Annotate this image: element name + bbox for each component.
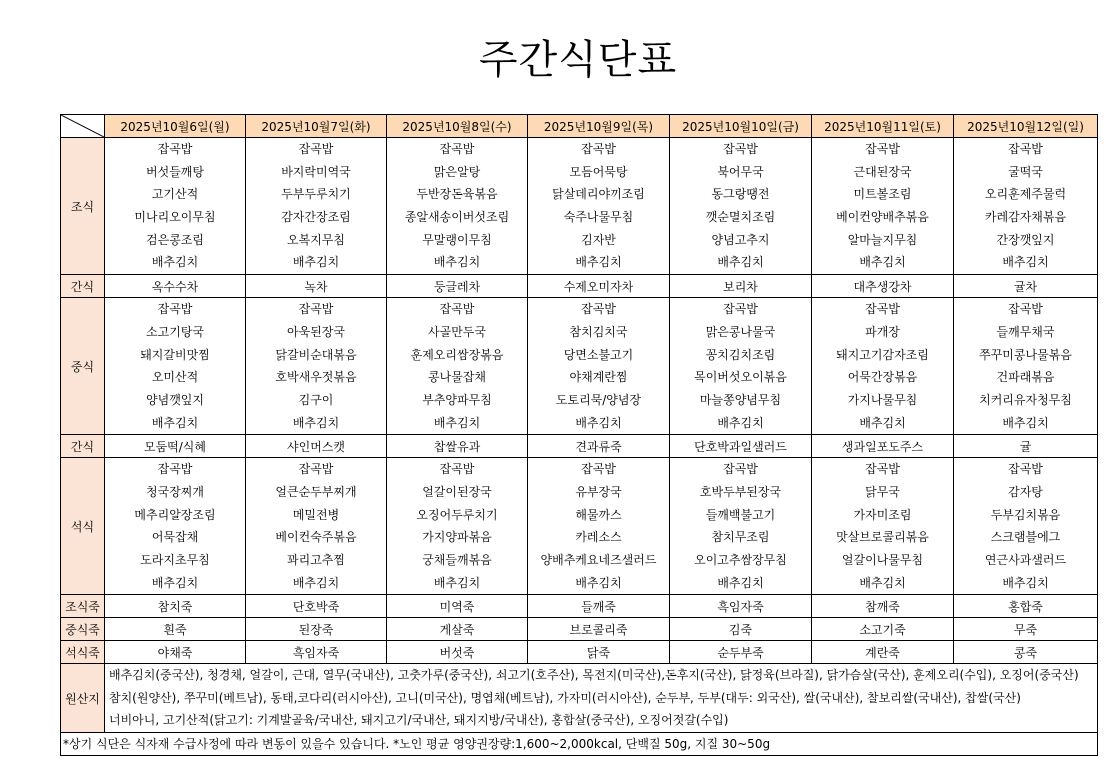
weekly-menu-table: [60, 114, 1098, 756]
menu-item: 잡곡밥: [581, 302, 616, 317]
menu-cell: 단호박죽: [246, 595, 387, 618]
menu-item: 메추리알장조림: [134, 507, 216, 522]
menu-item: 미트볼조림: [853, 187, 912, 202]
menu-cell: [812, 458, 954, 595]
meal-label: 석식죽: [61, 641, 105, 664]
menu-cell: [387, 458, 528, 595]
menu-item: 버섯들깨탕: [146, 164, 204, 179]
meal-row: [61, 641, 1098, 664]
menu-cell: 콩죽: [954, 641, 1098, 664]
menu-cell: [387, 138, 528, 275]
date-header: 2025년10월6일(월): [105, 115, 246, 138]
meal-label: 석식: [61, 458, 105, 595]
menu-cell: [246, 458, 387, 595]
menu-cell: 브로콜리죽: [528, 618, 670, 641]
menu-item: 카레감자채볶음: [984, 210, 1067, 225]
menu-cell: [670, 138, 812, 275]
menu-cell: [812, 138, 954, 275]
menu-item: 배추김치: [859, 255, 906, 270]
menu-item: 당면소불고기: [563, 347, 634, 362]
menu-item: 고기산적: [151, 187, 199, 202]
menu-cell: [105, 138, 246, 275]
menu-item: 배추김치: [575, 255, 622, 270]
menu-item: 알마늘지무침: [847, 232, 918, 247]
menu-item: 잡곡밥: [298, 302, 334, 317]
menu-item: 배추김치: [717, 415, 764, 430]
menu-item: 배추김치: [292, 255, 340, 270]
menu-cell: 보리차: [670, 275, 812, 298]
menu-cell: 대추생강차: [812, 275, 954, 298]
menu-item: 오이고추쌈장무침: [694, 553, 787, 567]
menu-item: 아욱된장국: [287, 324, 345, 339]
menu-item: 카레소스: [575, 530, 622, 545]
date-header-row: [61, 115, 1098, 138]
origin-line: 너비아니, 고기산적(닭고기: 기계발골육/국내산, 돼지고기/국내산, 돼지지방/국내산), 홍합살(중국산), 오징어젓갈(수입): [109, 713, 729, 728]
menu-item: 북어무국: [717, 164, 764, 179]
meal-row: [61, 275, 1098, 298]
menu-item: 참치김치국: [569, 324, 628, 339]
menu-item: 양배추케요네즈샐러드: [540, 553, 657, 567]
menu-item: 닭무국: [865, 484, 900, 499]
menu-cell: [528, 298, 670, 435]
menu-cell: 참치죽: [105, 595, 246, 618]
origin-notes: [105, 664, 1098, 733]
menu-item: 양념깻잎지: [146, 392, 204, 407]
menu-cell: 귤: [954, 435, 1098, 458]
menu-cell: 생과일포도주스: [812, 435, 954, 458]
menu-item: 가지나물무침: [847, 392, 918, 407]
menu-item: 가지양파볶음: [422, 530, 492, 545]
date-header: 2025년10월9일(목): [528, 115, 670, 138]
menu-item: 연근사과샐러드: [984, 553, 1067, 567]
menu-item: 배추김치: [292, 575, 340, 590]
menu-item: 얼큰순두부찌개: [275, 484, 357, 499]
menu-item: 해물까스: [575, 507, 622, 522]
menu-cell: 무죽: [954, 618, 1098, 641]
menu-item: 콩나물잡채: [428, 370, 486, 385]
menu-cell: 견과류죽: [528, 435, 670, 458]
menu-cell: [812, 298, 954, 435]
menu-item: 들깨무채국: [996, 324, 1055, 339]
date-header: 2025년10월10일(금): [670, 115, 812, 138]
menu-item: 무말랭이무침: [422, 232, 492, 247]
menu-item: 잡곡밥: [298, 142, 334, 156]
meal-label: 간식: [61, 275, 105, 298]
menu-item: 돼지고기감자조림: [836, 347, 929, 362]
menu-item: 닭살데리야끼조림: [552, 187, 645, 202]
menu-cell: [528, 458, 670, 595]
menu-item: 종알새송이버섯조림: [404, 210, 510, 225]
meal-row: [61, 138, 1098, 275]
menu-item: 잡곡밥: [723, 462, 758, 477]
menu-cell: 흑임자죽: [670, 595, 812, 618]
menu-item: 닭갈비순대볶음: [275, 347, 357, 362]
menu-cell: 둥글레차: [387, 275, 528, 298]
menu-item: 파개장: [865, 324, 900, 339]
date-header: 2025년10월11일(토): [812, 115, 954, 138]
menu-item: 감자간장조림: [281, 210, 351, 225]
menu-item: 배추김치: [1002, 415, 1049, 430]
menu-item: 베이컨양배추볶음: [836, 210, 929, 225]
menu-item: 치커리유자청무침: [979, 392, 1072, 407]
menu-item: 모듬어묵탕: [569, 164, 628, 179]
menu-item: 잡곡밥: [298, 462, 334, 477]
menu-cell: [954, 298, 1098, 435]
meal-row: [61, 458, 1098, 595]
menu-item: 양념고추지: [711, 232, 770, 247]
origin-row: [61, 664, 1098, 733]
menu-cell: 소고기죽: [812, 618, 954, 641]
meal-row: [61, 595, 1098, 618]
menu-item: 쭈꾸미콩나물볶음: [979, 347, 1072, 362]
menu-item: 꽁치김치조림: [705, 347, 776, 362]
menu-cell: 흰죽: [105, 618, 246, 641]
menu-item: 잡곡밥: [157, 302, 193, 317]
menu-item: 가자미조림: [853, 507, 912, 522]
menu-item: 잡곡밥: [865, 142, 900, 156]
menu-item: 배추김치: [859, 575, 906, 590]
footer-row: [61, 732, 1098, 755]
menu-cell: [954, 458, 1098, 595]
menu-item: 얼갈이된장국: [422, 484, 492, 499]
menu-item: 간장깻잎지: [996, 232, 1055, 247]
menu-item: 미나리오이무침: [134, 210, 216, 225]
menu-item: 배추김치: [859, 415, 906, 430]
menu-cell: 옥수수차: [105, 275, 246, 298]
menu-cell: 된장죽: [246, 618, 387, 641]
origin-label: 원산지: [61, 664, 105, 733]
menu-item: 잡곡밥: [1008, 302, 1043, 317]
menu-item: 사골만두국: [428, 324, 486, 339]
menu-item: 배추김치: [717, 255, 764, 270]
menu-item: 배추김치: [433, 575, 481, 590]
menu-item: 잡곡밥: [439, 142, 475, 156]
menu-item: 두부두루치기: [281, 187, 351, 202]
footer-note: *상기 식단은 식자재 수급사정에 따라 변동이 있을수 있습니다. *노인 평균 영양권장량:1,600~2,000kcal, 단백질 50g, 지질 30~50g: [61, 732, 1098, 755]
menu-item: 베이컨숙주볶음: [275, 530, 357, 545]
menu-item: 배추김치: [151, 575, 199, 590]
menu-item: 배추김치: [433, 415, 481, 430]
menu-item: 굴떡국: [1008, 164, 1043, 179]
menu-cell: 수제오미자차: [528, 275, 670, 298]
meal-label: 간식: [61, 435, 105, 458]
menu-cell: 흑임자죽: [246, 641, 387, 664]
menu-item: 배추김치: [292, 415, 340, 430]
menu-item: 스크램블에그: [990, 530, 1061, 545]
menu-item: 돼지갈비맛찜: [140, 347, 210, 362]
menu-item: 야채계란찜: [569, 370, 628, 385]
menu-item: 잡곡밥: [157, 142, 193, 156]
menu-item: 감자탕: [1008, 484, 1043, 499]
menu-item: 검은콩조림: [146, 232, 204, 247]
menu-cell: [246, 138, 387, 275]
menu-item: 어묵잡채: [151, 530, 199, 545]
menu-cell: 찹쌀유과: [387, 435, 528, 458]
menu-item: 얼갈이나물무침: [841, 553, 924, 567]
menu-item: 궁채들깨볶음: [422, 553, 492, 567]
menu-item: 청국장찌개: [146, 484, 204, 499]
menu-item: 깻순멸치조림: [705, 210, 776, 225]
menu-item: 꽈리고추찜: [287, 553, 345, 567]
date-header: 2025년10월8일(수): [387, 115, 528, 138]
menu-item: 어묵간장볶음: [847, 370, 918, 385]
menu-item: 잡곡밥: [581, 462, 616, 477]
menu-item: 잡곡밥: [439, 302, 475, 317]
menu-item: 호박새우젓볶음: [275, 370, 357, 385]
menu-cell: [670, 298, 812, 435]
menu-item: 두반장돈육볶음: [416, 187, 498, 202]
meal-label: 중식죽: [61, 618, 105, 641]
menu-item: 숙주나물무침: [563, 210, 634, 225]
meal-row: [61, 298, 1098, 435]
menu-item: 배추김치: [151, 415, 199, 430]
date-header: 2025년10월12일(일): [954, 115, 1098, 138]
menu-item: 잡곡밥: [1008, 462, 1043, 477]
menu-item: 마늘쫑양념무침: [699, 392, 782, 407]
menu-cell: [954, 138, 1098, 275]
origin-line: 참치(원양산), 쭈꾸미(베트남), 동태,코다리(러시아산), 고니(미국산), 명엽채(베트남), 가자미(러시아산), 순두부, 두부(대두: 외국산), 쌀(국내산), 찰보리쌀(국내산), 찹쌀(국산): [109, 690, 1021, 705]
menu-item: 배추김치: [151, 255, 199, 270]
menu-cell: [670, 458, 812, 595]
menu-item: 오미산적: [151, 370, 199, 385]
menu-item: 소고기탕국: [146, 324, 204, 339]
menu-item: 잡곡밥: [723, 142, 758, 156]
menu-item: 오리훈제주물럭: [984, 187, 1067, 202]
date-header: 2025년10월7일(화): [246, 115, 387, 138]
menu-item: 배추김치: [575, 415, 622, 430]
meal-row: [61, 618, 1098, 641]
menu-item: 배추김치: [1002, 575, 1049, 590]
menu-item: 참치무조림: [711, 530, 770, 545]
menu-item: 맑은알탕: [433, 164, 481, 179]
menu-cell: 닭죽: [528, 641, 670, 664]
menu-item: 김구이: [298, 392, 334, 407]
menu-cell: [387, 298, 528, 435]
menu-cell: 계란죽: [812, 641, 954, 664]
menu-item: 잡곡밥: [865, 462, 900, 477]
diagonal-line-icon: [61, 115, 104, 137]
menu-item: 배추김치: [1002, 255, 1049, 270]
menu-item: 잡곡밥: [439, 462, 475, 477]
meal-row: [61, 435, 1098, 458]
menu-item: 잡곡밥: [865, 302, 900, 317]
menu-cell: [246, 298, 387, 435]
menu-item: 바지락미역국: [281, 164, 351, 179]
menu-item: 들깨백불고기: [705, 507, 776, 522]
meal-label: 중식: [61, 298, 105, 435]
menu-item: 잡곡밥: [581, 142, 616, 156]
menu-cell: 버섯죽: [387, 641, 528, 664]
meal-label: 조식죽: [61, 595, 105, 618]
menu-cell: [105, 298, 246, 435]
menu-item: 잡곡밥: [1008, 142, 1043, 156]
page-title: 주간식단표: [478, 37, 678, 83]
menu-item: 부추양파무침: [422, 392, 492, 407]
menu-item: 오복지무침: [287, 232, 345, 247]
corner-cell: [61, 115, 105, 138]
menu-cell: 샤인머스캣: [246, 435, 387, 458]
menu-cell: 참깨죽: [812, 595, 954, 618]
menu-item: 유부장국: [575, 484, 622, 499]
menu-cell: 귤차: [954, 275, 1098, 298]
origin-line: 배추김치(중국산), 청경채, 얼갈이, 근대, 열무(국내산), 고춧가루(중국산), 쇠고기(호주산), 목전지(미국산),돈후지(국산), 닭정육(브라질), 닭가슴살(국산), 훈제오리(수입), 오징어(중국산): [109, 668, 1079, 683]
menu-cell: [528, 138, 670, 275]
menu-item: 잡곡밥: [157, 462, 193, 477]
menu-item: 맑은콩나물국: [705, 324, 776, 339]
menu-cell: 미역죽: [387, 595, 528, 618]
menu-item: 두부김치볶음: [990, 507, 1061, 522]
menu-item: 맛살브로콜리볶음: [836, 530, 929, 545]
menu-cell: 순두부죽: [670, 641, 812, 664]
menu-cell: 야채죽: [105, 641, 246, 664]
menu-item: 배추김치: [575, 575, 622, 590]
menu-cell: 모둠떡/식혜: [105, 435, 246, 458]
menu-cell: 게살죽: [387, 618, 528, 641]
menu-cell: 단호박과일샐러드: [670, 435, 812, 458]
menu-cell: [105, 458, 246, 595]
menu-cell: 들깨죽: [528, 595, 670, 618]
menu-item: 훈제오리쌈장볶음: [410, 347, 504, 362]
meal-label: 조식: [61, 138, 105, 275]
menu-item: 잡곡밥: [723, 302, 758, 317]
menu-cell: 홍합죽: [954, 595, 1098, 618]
menu-item: 근대된장국: [853, 164, 912, 179]
menu-item: 메밀전병: [292, 507, 340, 522]
menu-item: 배추김치: [433, 255, 481, 270]
menu-item: 오징어두루치기: [416, 507, 498, 522]
menu-item: 김자반: [581, 232, 616, 247]
menu-item: 배추김치: [717, 575, 764, 590]
menu-cell: 김죽: [670, 618, 812, 641]
menu-item: 목이버섯오이볶음: [694, 370, 787, 385]
menu-item: 도라지초무침: [140, 553, 210, 567]
menu-item: 동그랑땡전: [711, 187, 770, 202]
menu-item: 건파래볶음: [996, 370, 1055, 385]
menu-item: 도토리묵/양념장: [555, 392, 642, 407]
menu-item: 호박두부된장국: [699, 484, 782, 499]
menu-cell: 녹차: [246, 275, 387, 298]
